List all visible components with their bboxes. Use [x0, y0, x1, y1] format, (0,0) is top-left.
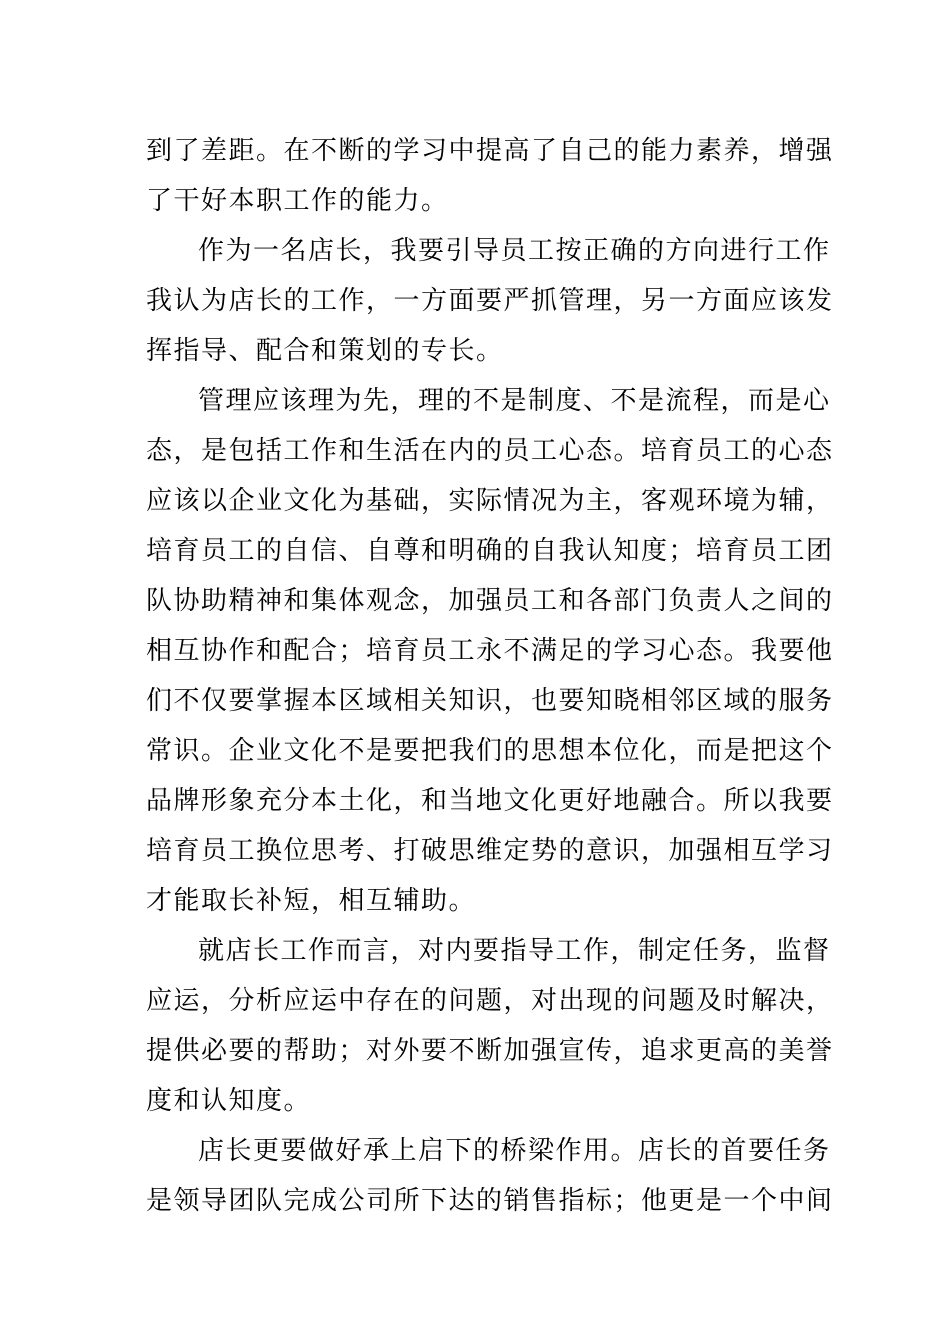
text-line: 应该以企业文化为基础，实际情况为主，客观环境为辅， — [146, 486, 834, 516]
text-line: 态，是包括工作和生活在内的员工心态。培育员工的心态 — [146, 436, 834, 466]
text-line: 了干好本职工作的能力。 — [146, 186, 449, 216]
text-line: 品牌形象充分本土化，和当地文化更好地融合。所以我要 — [146, 786, 834, 816]
text-line: 们不仅要掌握本区域相关知识，也要知晓相邻区域的服务 — [146, 686, 834, 716]
text-line: 常识。企业文化不是要把我们的思想本位化，而是把这个 — [146, 736, 834, 766]
text-line: 挥指导、配合和策划的专长。 — [146, 336, 504, 366]
text-line: 度和认知度。 — [146, 1086, 312, 1116]
text-line: 我认为店长的工作，一方面要严抓管理，另一方面应该发 — [146, 286, 834, 316]
document-body — [146, 126, 834, 1226]
text-line: 培育员工的自信、自尊和明确的自我认知度；培育员工团 — [146, 536, 834, 566]
text-line: 队协助精神和集体观念，加强员工和各部门负责人之间的 — [146, 586, 834, 616]
paragraph-start-line: 就店长工作而言，对内要指导工作，制定任务，监督 — [198, 936, 831, 966]
text-line: 培育员工换位思考、打破思维定势的意识，加强相互学习 — [146, 836, 834, 866]
text-line: 到了差距。在不断的学习中提高了自己的能力素养，增强 — [146, 136, 834, 166]
text-line: 是领导团队完成公司所下达的销售指标；他更是一个中间 — [146, 1186, 834, 1216]
paragraph-start-line: 作为一名店长，我要引导员工按正确的方向进行工作 — [198, 236, 831, 266]
text-line: 相互协作和配合；培育员工永不满足的学习心态。我要他 — [146, 636, 834, 666]
text-line: 提供必要的帮助；对外要不断加强宣传，追求更高的美誉 — [146, 1036, 834, 1066]
text-line: 才能取长补短，相互辅助。 — [146, 886, 477, 916]
paragraph-start-line: 店长更要做好承上启下的桥梁作用。店长的首要任务 — [198, 1136, 831, 1166]
paragraph-start-line: 管理应该理为先，理的不是制度、不是流程，而是心 — [198, 386, 831, 416]
text-line: 应运，分析应运中存在的问题，对出现的问题及时解决， — [146, 986, 834, 1016]
